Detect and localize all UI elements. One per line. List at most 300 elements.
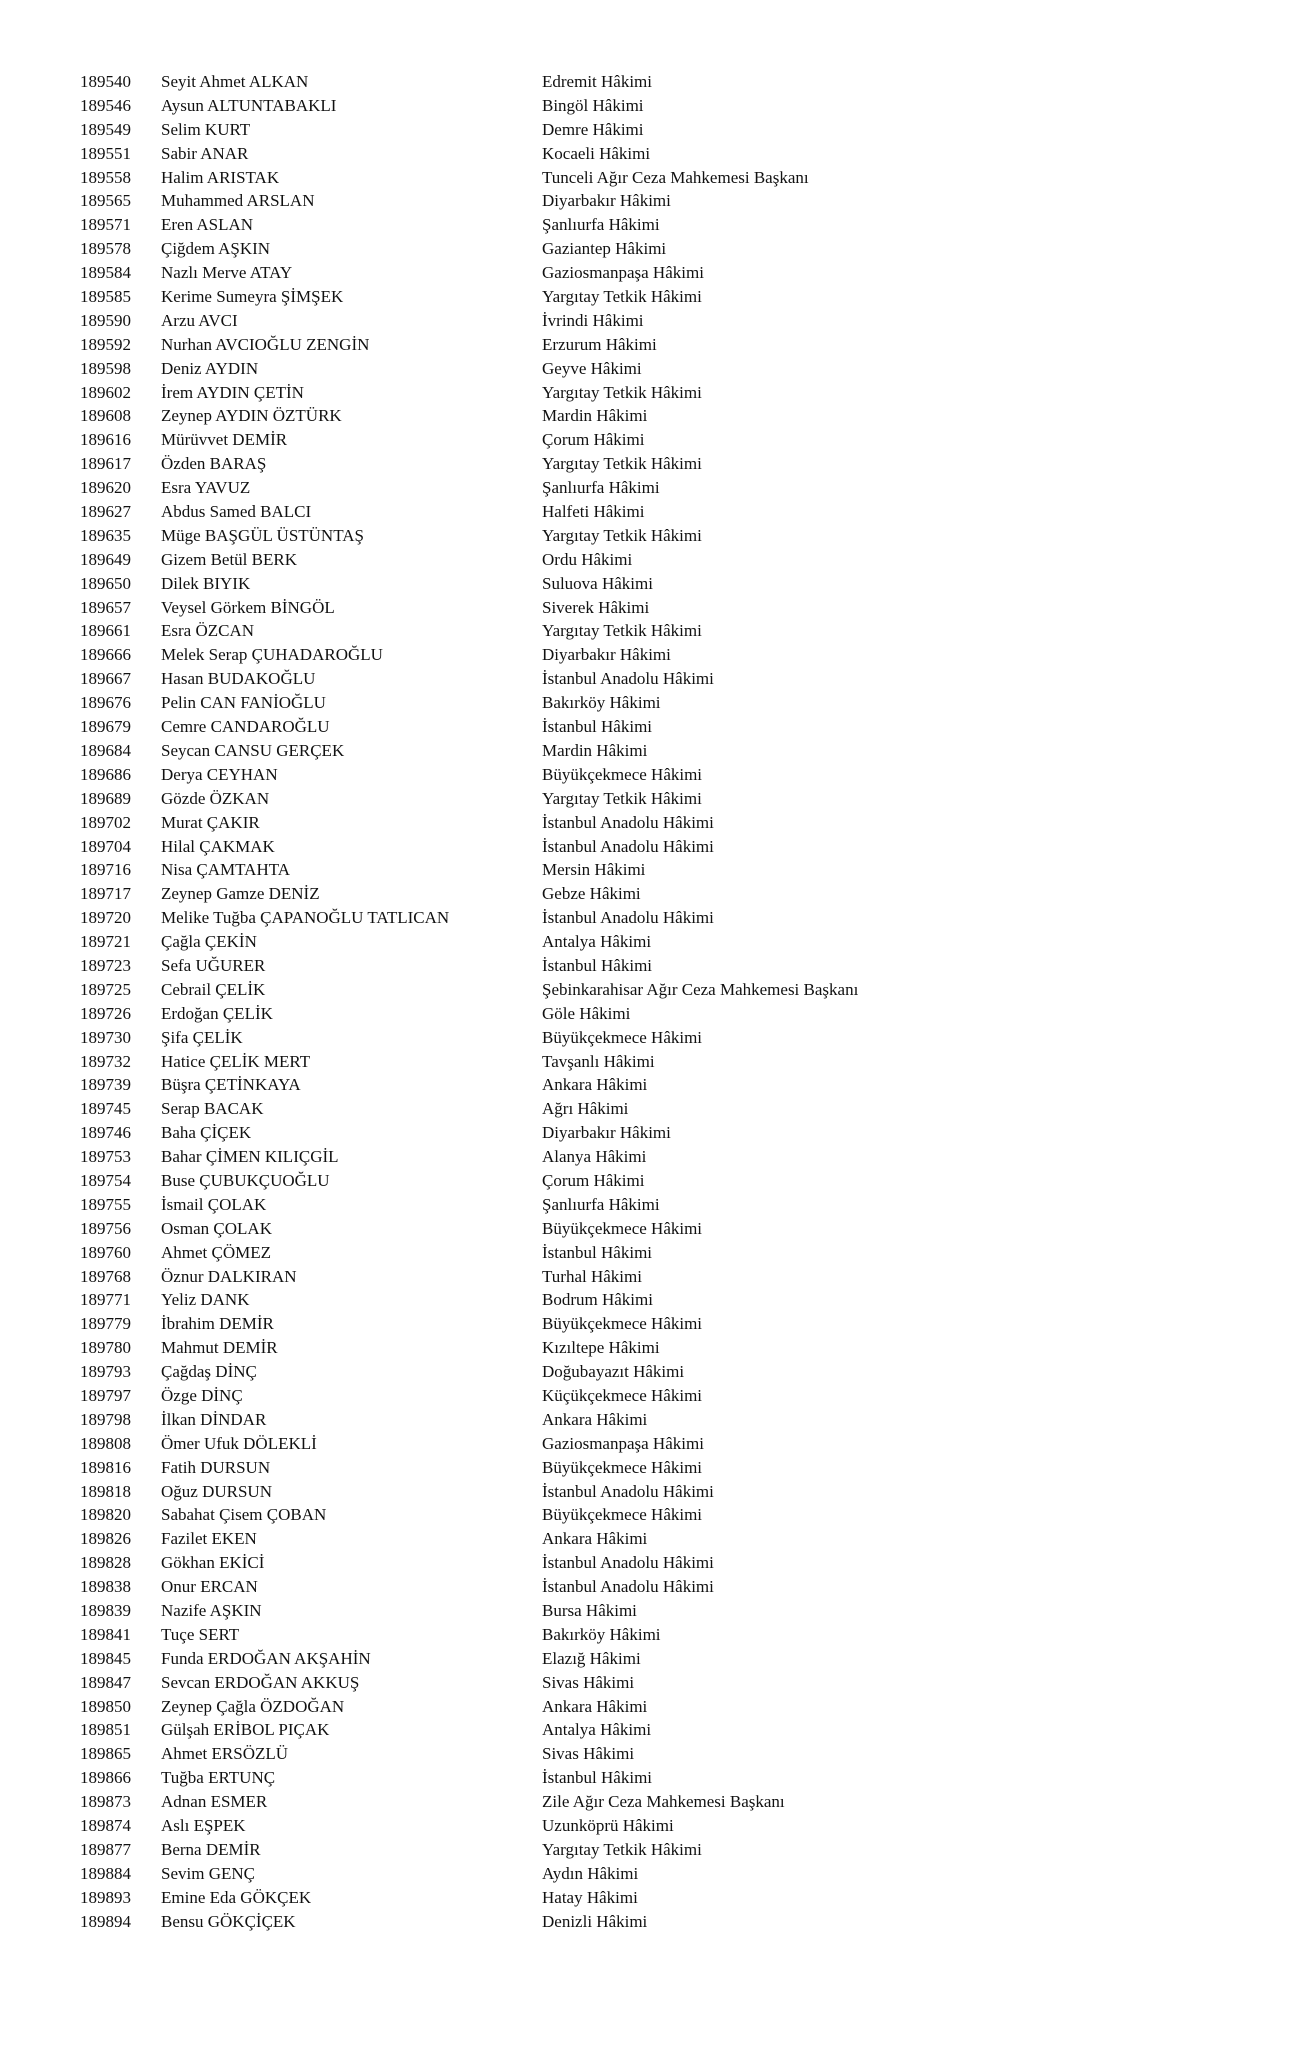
list-row	[0, 1026, 1304, 1050]
list-row	[0, 428, 1304, 452]
person-name: Eren ASLAN	[161, 215, 254, 235]
registry-number: 189753	[80, 1147, 131, 1167]
position-title: Göle Hâkimi	[542, 1003, 631, 1023]
position-title: Bingöl Hâkimi	[542, 95, 644, 115]
position-title: Çorum Hâkimi	[542, 430, 645, 450]
list-row	[0, 1862, 1304, 1886]
position-title: Diyarbakır Hâkimi	[542, 645, 671, 665]
registry-number: 189847	[80, 1672, 131, 1692]
registry-number: 189838	[80, 1577, 131, 1597]
person-name: Gizem Betül BERK	[161, 549, 297, 569]
list-row	[0, 70, 1304, 94]
person-name: Hatice ÇELİK MERT	[161, 1051, 311, 1071]
list-row	[0, 1408, 1304, 1432]
list-row	[0, 118, 1304, 142]
list-row	[0, 1527, 1304, 1551]
person-name: Derya CEYHAN	[161, 764, 278, 784]
person-name: Oğuz DURSUN	[161, 1481, 272, 1501]
person-name: Arzu AVCI	[161, 310, 238, 330]
position-title: Yargıtay Tetkik Hâkimi	[542, 621, 702, 641]
list-row	[0, 1647, 1304, 1671]
list-row	[0, 500, 1304, 524]
list-row	[0, 381, 1304, 405]
registry-number: 189571	[80, 215, 131, 235]
person-name: Nisa ÇAMTAHTA	[161, 860, 291, 880]
person-name: Adnan ESMER	[161, 1792, 268, 1812]
position-title: Ankara Hâkimi	[542, 1409, 648, 1429]
position-title: Siverek Hâkimi	[542, 597, 650, 617]
list-row	[0, 739, 1304, 763]
person-name: Emine Eda GÖKÇEK	[161, 1887, 312, 1907]
position-title: Ankara Hâkimi	[542, 1696, 648, 1716]
list-row	[0, 1384, 1304, 1408]
person-name: Seycan CANSU GERÇEK	[161, 740, 345, 760]
position-title: Yargıtay Tetkik Hâkimi	[542, 287, 702, 307]
person-name: Mürüvvet DEMİR	[161, 430, 288, 450]
registry-number: 189592	[80, 334, 131, 354]
registry-number: 189756	[80, 1218, 131, 1238]
person-name: Ahmet ÇÖMEZ	[161, 1242, 272, 1262]
position-title: İstanbul Anadolu Hâkimi	[542, 669, 714, 689]
list-row	[0, 858, 1304, 882]
registry-number: 189771	[80, 1290, 131, 1310]
list-row	[0, 1814, 1304, 1838]
registry-number: 189866	[80, 1768, 131, 1788]
person-name: Büşra ÇETİNKAYA	[161, 1075, 301, 1095]
person-name: Fazilet EKEN	[161, 1529, 257, 1549]
list-row	[0, 1432, 1304, 1456]
position-title: Gebze Hâkimi	[542, 884, 641, 904]
registry-number: 189739	[80, 1075, 131, 1095]
registry-number: 189686	[80, 764, 131, 784]
list-row	[0, 1910, 1304, 1934]
person-name: Çağla ÇEKİN	[161, 932, 257, 952]
registry-number: 189798	[80, 1409, 131, 1429]
list-row	[0, 1599, 1304, 1623]
registry-number: 189661	[80, 621, 131, 641]
list-row	[0, 1623, 1304, 1647]
person-name: Pelin CAN FANİOĞLU	[161, 693, 326, 713]
registry-number: 189649	[80, 549, 131, 569]
position-title: Tavşanlı Hâkimi	[542, 1051, 655, 1071]
person-name: Baha ÇİÇEK	[161, 1123, 252, 1143]
position-title: Gaziosmanpaşa Hâkimi	[542, 1433, 704, 1453]
position-title: Büyükçekmece Hâkimi	[542, 1027, 703, 1047]
person-name: Cebrail ÇELİK	[161, 979, 266, 999]
person-name: Çiğdem AŞKIN	[161, 239, 271, 259]
registry-number: 189797	[80, 1385, 131, 1405]
list-row	[0, 1575, 1304, 1599]
list-row	[0, 1265, 1304, 1289]
person-name: Kerime Sumeyra ŞİMŞEK	[161, 287, 344, 307]
position-title: Diyarbakır Hâkimi	[542, 1123, 671, 1143]
position-title: Büyükçekmece Hâkimi	[542, 1457, 703, 1477]
person-name: Ömer Ufuk DÖLEKLİ	[161, 1433, 317, 1453]
person-name: Veysel Görkem BİNGÖL	[161, 597, 335, 617]
registry-number: 189725	[80, 979, 131, 999]
person-name: Deniz AYDIN	[161, 358, 259, 378]
person-name: Murat ÇAKIR	[161, 812, 260, 832]
registry-number: 189874	[80, 1816, 131, 1836]
position-title: Hatay Hâkimi	[542, 1887, 638, 1907]
position-title: Erzurum Hâkimi	[542, 334, 657, 354]
list-row	[0, 596, 1304, 620]
list-row	[0, 357, 1304, 381]
list-row	[0, 285, 1304, 309]
list-row	[0, 1145, 1304, 1169]
position-title: Yargıtay Tetkik Hâkimi	[542, 382, 702, 402]
position-title: Bodrum Hâkimi	[542, 1290, 653, 1310]
registry-number: 189716	[80, 860, 131, 880]
person-name: Erdoğan ÇELİK	[161, 1003, 273, 1023]
position-title: İstanbul Hâkimi	[542, 1242, 653, 1262]
registry-number: 189755	[80, 1194, 131, 1214]
list-row	[0, 237, 1304, 261]
person-name: Berna DEMİR	[161, 1839, 261, 1859]
registry-number: 189598	[80, 358, 131, 378]
position-title: Turhal Hâkimi	[542, 1266, 642, 1286]
list-row	[0, 643, 1304, 667]
list-row	[0, 667, 1304, 691]
list-row	[0, 404, 1304, 428]
list-row	[0, 333, 1304, 357]
person-name: Cemre CANDAROĞLU	[161, 717, 330, 737]
position-title: Aydın Hâkimi	[542, 1863, 639, 1883]
person-name: Funda ERDOĞAN AKŞAHİN	[161, 1648, 371, 1668]
person-name: Fatih DURSUN	[161, 1457, 271, 1477]
list-row	[0, 930, 1304, 954]
position-title: İstanbul Anadolu Hâkimi	[542, 836, 714, 856]
registry-number: 189578	[80, 239, 131, 259]
list-row	[0, 1456, 1304, 1480]
list-row	[0, 548, 1304, 572]
registry-number: 189689	[80, 788, 131, 808]
registry-number: 189745	[80, 1099, 131, 1119]
person-name: Melike Tuğba ÇAPANOĞLU TATLICAN	[161, 908, 450, 928]
person-name: Tuğba ERTUNÇ	[161, 1768, 276, 1788]
person-name: Melek Serap ÇUHADAROĞLU	[161, 645, 383, 665]
registry-number: 189702	[80, 812, 131, 832]
registry-number: 189549	[80, 119, 131, 139]
registry-number: 189820	[80, 1505, 131, 1525]
registry-number: 189721	[80, 932, 131, 952]
position-title: Mardin Hâkimi	[542, 740, 648, 760]
judge-appointment-list	[0, 70, 1304, 1933]
list-row	[0, 1480, 1304, 1504]
list-row	[0, 166, 1304, 190]
person-name: Serap BACAK	[161, 1099, 264, 1119]
person-name: Selim KURT	[161, 119, 251, 139]
registry-number: 189850	[80, 1696, 131, 1716]
person-name: Sefa UĞURER	[161, 955, 266, 975]
registry-number: 189845	[80, 1648, 131, 1668]
list-row	[0, 1742, 1304, 1766]
position-title: İstanbul Anadolu Hâkimi	[542, 1577, 714, 1597]
list-row	[0, 1312, 1304, 1336]
list-row	[0, 1671, 1304, 1695]
person-name: Sevim GENÇ	[161, 1863, 255, 1883]
position-title: Mersin Hâkimi	[542, 860, 646, 880]
list-row	[0, 1241, 1304, 1265]
registry-number: 189717	[80, 884, 131, 904]
registry-number: 189780	[80, 1338, 131, 1358]
list-row	[0, 261, 1304, 285]
position-title: Suluova Hâkimi	[542, 573, 653, 593]
registry-number: 189760	[80, 1242, 131, 1262]
position-title: Bursa Hâkimi	[542, 1601, 637, 1620]
position-title: Uzunköprü Hâkimi	[542, 1816, 674, 1836]
list-row	[0, 1050, 1304, 1074]
position-title: Geyve Hâkimi	[542, 358, 642, 378]
registry-number: 189865	[80, 1744, 131, 1764]
position-title: Edremit Hâkimi	[542, 72, 653, 91]
person-name: Aslı EŞPEK	[161, 1816, 246, 1836]
registry-number: 189851	[80, 1720, 131, 1740]
registry-number: 189684	[80, 740, 131, 760]
registry-number: 189602	[80, 382, 131, 402]
list-row	[0, 1838, 1304, 1862]
position-title: Elazığ Hâkimi	[542, 1648, 641, 1668]
position-title: Ordu Hâkimi	[542, 549, 633, 569]
person-name: Sevcan ERDOĞAN AKKUŞ	[161, 1672, 360, 1692]
list-row	[0, 906, 1304, 930]
position-title: Antalya Hâkimi	[542, 1720, 652, 1740]
list-row	[0, 787, 1304, 811]
person-name: Özge DİNÇ	[161, 1385, 243, 1405]
person-name: Onur ERCAN	[161, 1577, 258, 1597]
position-title: Sivas Hâkimi	[542, 1672, 635, 1692]
position-title: Halfeti Hâkimi	[542, 502, 645, 522]
list-row	[0, 94, 1304, 118]
position-title: Bakırköy Hâkimi	[542, 693, 661, 713]
position-title: İstanbul Hâkimi	[542, 717, 653, 737]
person-name: Dilek BIYIK	[161, 573, 251, 593]
registry-number: 189565	[80, 191, 131, 211]
position-title: Bakırköy Hâkimi	[542, 1624, 661, 1644]
position-title: Ankara Hâkimi	[542, 1075, 648, 1095]
list-row	[0, 142, 1304, 166]
person-name: Tuçe SERT	[161, 1624, 240, 1644]
position-title: İstanbul Anadolu Hâkimi	[542, 1481, 714, 1501]
list-row	[0, 452, 1304, 476]
position-title: Demre Hâkimi	[542, 119, 644, 139]
position-title: Büyükçekmece Hâkimi	[542, 1218, 703, 1238]
position-title: Büyükçekmece Hâkimi	[542, 1505, 703, 1525]
list-row	[0, 1360, 1304, 1384]
registry-number: 189816	[80, 1457, 131, 1477]
position-title: Zile Ağır Ceza Mahkemesi Başkanı	[542, 1792, 785, 1812]
list-row	[0, 763, 1304, 787]
registry-number: 189650	[80, 573, 131, 593]
registry-number: 189884	[80, 1863, 131, 1883]
position-title: Şanlıurfa Hâkimi	[542, 478, 660, 498]
position-title: Denizli Hâkimi	[542, 1911, 648, 1931]
registry-number: 189667	[80, 669, 131, 689]
position-title: Tunceli Ağır Ceza Mahkemesi Başkanı	[542, 167, 809, 187]
person-name: Yeliz DANK	[161, 1290, 250, 1310]
person-name: Abdus Samed BALCI	[161, 502, 312, 522]
list-row	[0, 619, 1304, 643]
position-title: Mardin Hâkimi	[542, 406, 648, 426]
position-title: Ağrı Hâkimi	[542, 1099, 629, 1119]
registry-number: 189676	[80, 693, 131, 713]
list-row	[0, 1766, 1304, 1790]
registry-number: 189620	[80, 478, 131, 498]
registry-number: 189635	[80, 525, 131, 545]
list-row	[0, 1073, 1304, 1097]
position-title: Büyükçekmece Hâkimi	[542, 764, 703, 784]
list-row	[0, 1217, 1304, 1241]
registry-number: 189828	[80, 1553, 131, 1573]
person-name: İbrahim DEMİR	[161, 1314, 274, 1334]
list-row	[0, 835, 1304, 859]
registry-number: 189826	[80, 1529, 131, 1549]
person-name: Nurhan AVCIOĞLU ZENGİN	[161, 334, 370, 354]
registry-number: 189746	[80, 1123, 131, 1143]
list-row	[0, 189, 1304, 213]
registry-number: 189590	[80, 310, 131, 330]
list-row	[0, 1695, 1304, 1719]
person-name: Zeynep AYDIN ÖZTÜRK	[161, 406, 342, 426]
person-name: Özden BARAŞ	[161, 454, 267, 474]
person-name: Bensu GÖKÇİÇEK	[161, 1911, 296, 1931]
position-title: Şebinkarahisar Ağır Ceza Mahkemesi Başkanı	[542, 979, 859, 999]
list-row	[0, 476, 1304, 500]
position-title: İstanbul Hâkimi	[542, 1768, 653, 1788]
person-name: İsmail ÇOLAK	[161, 1194, 267, 1214]
registry-number: 189657	[80, 597, 131, 617]
person-name: Esra YAVUZ	[161, 478, 251, 498]
registry-number: 189808	[80, 1433, 131, 1453]
registry-number: 189873	[80, 1792, 131, 1812]
list-row	[0, 1193, 1304, 1217]
position-title: Çorum Hâkimi	[542, 1170, 645, 1190]
registry-number: 189893	[80, 1887, 131, 1907]
person-name: Buse ÇUBUKÇUOĞLU	[161, 1170, 330, 1190]
position-title: Küçükçekmece Hâkimi	[542, 1385, 703, 1405]
registry-number: 189585	[80, 287, 131, 307]
position-title: Doğubayazıt Hâkimi	[542, 1362, 685, 1382]
person-name: Öznur DALKIRAN	[161, 1266, 297, 1286]
list-row	[0, 1288, 1304, 1312]
person-name: Zeynep Gamze DENİZ	[161, 884, 320, 904]
position-title: Gaziosmanpaşa Hâkimi	[542, 263, 704, 283]
person-name: Seyit Ahmet ALKAN	[161, 72, 309, 91]
registry-number: 189793	[80, 1362, 131, 1382]
person-name: Şifa ÇELİK	[161, 1027, 243, 1047]
position-title: İstanbul Anadolu Hâkimi	[542, 908, 714, 928]
registry-number: 189608	[80, 406, 131, 426]
registry-number: 189877	[80, 1839, 131, 1859]
position-title: Kocaeli Hâkimi	[542, 143, 651, 163]
list-row	[0, 1336, 1304, 1360]
position-title: Şanlıurfa Hâkimi	[542, 215, 660, 235]
person-name: İlkan DİNDAR	[161, 1409, 267, 1429]
person-name: Nazlı Merve ATAY	[161, 263, 293, 283]
registry-number: 189616	[80, 430, 131, 450]
registry-number: 189704	[80, 836, 131, 856]
list-row	[0, 1002, 1304, 1026]
registry-number: 189818	[80, 1481, 131, 1501]
person-name: Esra ÖZCAN	[161, 621, 255, 641]
list-row	[0, 691, 1304, 715]
list-row	[0, 1169, 1304, 1193]
registry-number: 189558	[80, 167, 131, 187]
position-title: Diyarbakır Hâkimi	[542, 191, 671, 211]
list-row	[0, 1718, 1304, 1742]
position-title: Sivas Hâkimi	[542, 1744, 635, 1764]
person-name: Sabahat Çisem ÇOBAN	[161, 1505, 327, 1525]
registry-number: 189839	[80, 1601, 131, 1620]
registry-number: 189584	[80, 263, 131, 283]
person-name: Zeynep Çağla ÖZDOĞAN	[161, 1696, 345, 1716]
person-name: Ahmet ERSÖZLÜ	[161, 1744, 289, 1764]
list-row	[0, 954, 1304, 978]
registry-number: 189768	[80, 1266, 131, 1286]
registry-number: 189754	[80, 1170, 131, 1190]
person-name: Gökhan EKİCİ	[161, 1553, 265, 1573]
registry-number: 189841	[80, 1624, 131, 1644]
person-name: Bahar ÇİMEN KILIÇGİL	[161, 1147, 339, 1167]
list-row	[0, 1121, 1304, 1145]
position-title: Ankara Hâkimi	[542, 1529, 648, 1549]
position-title: Yargıtay Tetkik Hâkimi	[542, 788, 702, 808]
registry-number: 189723	[80, 955, 131, 975]
person-name: Gözde ÖZKAN	[161, 788, 270, 808]
list-row	[0, 1551, 1304, 1575]
position-title: İstanbul Anadolu Hâkimi	[542, 1553, 714, 1573]
person-name: Mahmut DEMİR	[161, 1338, 278, 1358]
registry-number: 189732	[80, 1051, 131, 1071]
list-row	[0, 1886, 1304, 1910]
list-row	[0, 978, 1304, 1002]
list-row	[0, 1503, 1304, 1527]
registry-number: 189627	[80, 502, 131, 522]
position-title: Yargıtay Tetkik Hâkimi	[542, 1839, 702, 1859]
position-title: İstanbul Anadolu Hâkimi	[542, 812, 714, 832]
registry-number: 189551	[80, 143, 131, 163]
registry-number: 189726	[80, 1003, 131, 1023]
position-title: Yargıtay Tetkik Hâkimi	[542, 525, 702, 545]
person-name: Aysun ALTUNTABAKLI	[161, 95, 337, 115]
registry-number: 189617	[80, 454, 131, 474]
registry-number: 189546	[80, 95, 131, 115]
list-row	[0, 213, 1304, 237]
registry-number: 189540	[80, 72, 131, 91]
position-title: Antalya Hâkimi	[542, 932, 652, 952]
position-title: Şanlıurfa Hâkimi	[542, 1194, 660, 1214]
position-title: Yargıtay Tetkik Hâkimi	[542, 454, 702, 474]
person-name: Osman ÇOLAK	[161, 1218, 272, 1238]
registry-number: 189666	[80, 645, 131, 665]
list-row	[0, 1097, 1304, 1121]
person-name: Hilal ÇAKMAK	[161, 836, 275, 856]
person-name: İrem AYDIN ÇETİN	[161, 382, 304, 402]
position-title: İvrindi Hâkimi	[542, 310, 644, 330]
person-name: Çağdaş DİNÇ	[161, 1362, 257, 1382]
person-name: Sabir ANAR	[161, 143, 249, 163]
position-title: İstanbul Hâkimi	[542, 955, 653, 975]
list-row	[0, 1790, 1304, 1814]
position-title: Alanya Hâkimi	[542, 1147, 647, 1167]
person-name: Hasan BUDAKOĞLU	[161, 669, 316, 689]
person-name: Muhammed ARSLAN	[161, 191, 315, 211]
position-title: Gaziantep Hâkimi	[542, 239, 667, 259]
position-title: Kızıltepe Hâkimi	[542, 1338, 660, 1358]
list-row	[0, 524, 1304, 548]
person-name: Nazife AŞKIN	[161, 1601, 262, 1620]
person-name: Halim ARISTAK	[161, 167, 280, 187]
